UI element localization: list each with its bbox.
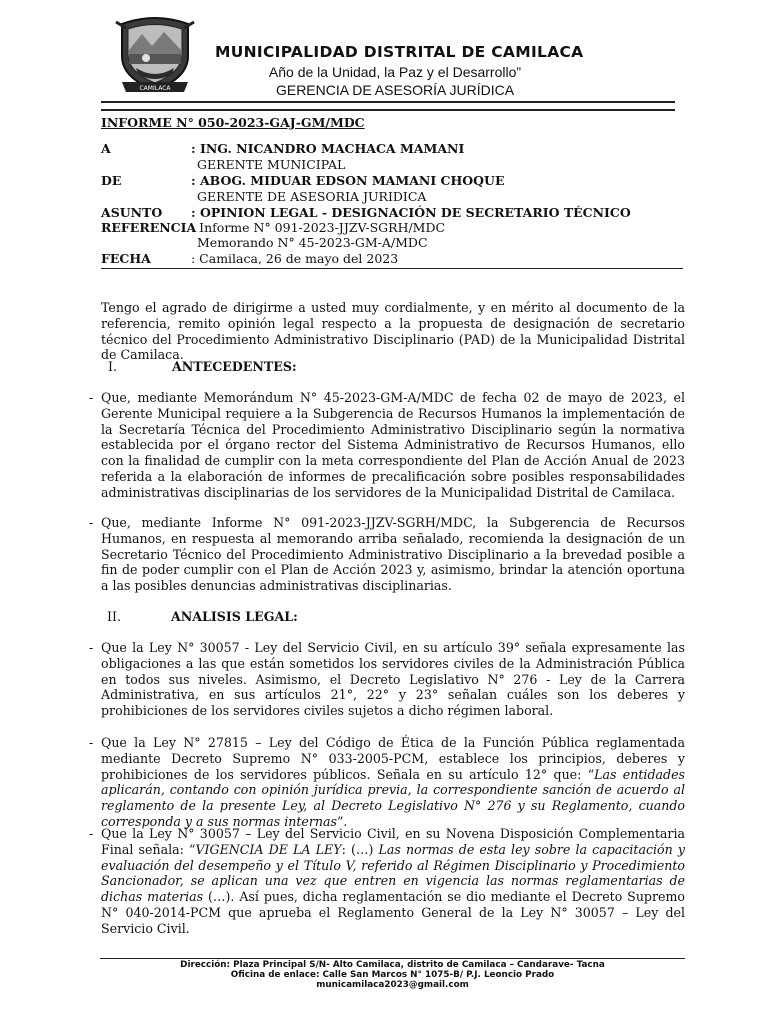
footer-divider [100,958,685,959]
bullet-dash: - [89,735,94,750]
footer-email[interactable]: municamilaca2023@gmail.com [316,980,469,990]
bullet-dash: - [89,390,94,405]
intro-paragraph: Tengo el agrado de dirigirme a usted muy cordialmente, y en mérito al documento de la referencia, remito opinión legal respecto a la propuesta de designación de secretario técnico del Procedimiento Administrativo Disciplinario (PAD) de la Municipalidad Distrital de Camilaca. [101,300,685,363]
meta-asunto-value: : OPINION LEGAL - DESIGNACIÓN DE SECRETARIO TÉCNICO [191,205,631,220]
header-divider [101,101,675,111]
organization-name: MUNICIPALIDAD DISTRITAL DE CAMILACA [215,43,584,61]
meta-ref-sub: Memorando N° 45-2023-GM-A/MDC [197,235,428,250]
meta-ref-value: : Informe N° 091-2023-JJZV-SGRH/MDC [191,220,446,235]
section-1-number: I. [108,359,117,374]
meta-fecha-label: FECHA [101,251,151,266]
meta-de-sub: GERENTE DE ASESORIA JURIDICA [197,189,427,204]
bullet-dash: - [89,826,94,841]
quote-ninth-provision: Las normas de esta ley sobre la capacitación y evaluación del desempeño y el Título V, referido al Régimen Disciplinario y Procedimiento Sancionador, se aplican una vez que entren en vigencia las normas reglamentarias de dichas materias [101,841,685,905]
meta-divider [101,268,683,269]
year-motto: Año de la Unidad, la Paz y el Desarrollo” [268,64,522,80]
meta-fecha-value: : Camilaca, 26 de mayo del 2023 [191,251,399,266]
meta-a-label: A [101,141,111,156]
logo-ribbon-text: CAMILACA [139,85,171,92]
meta-de-value: : ABOG. MIDUAR EDSON MAMANI CHOQUE [191,173,505,188]
meta-ref-label: REFERENCIA [101,220,197,235]
document-number: INFORME N° 050-2023-GAJ-GM/MDC [101,115,365,130]
quote-article-12: Las entidades aplicarán, contando con opinión jurídica previa, la correspondiente sanción de acuerdo al reglamento de la presente Ley, al Decreto Legislativo N° 276 y su Reglamento, cuando corresponda y a sus normas internas [101,766,685,829]
analisis-3: Que la Ley N° 30057 – Ley del Servicio Civil, en su Novena Disposición Complementaria Final señala: “VIGENCIA DE LA LEY: (…) Las normas de esta ley sobre la capacitación y evaluación del desempeño y el Título V, referido al Régimen Disciplinario y Procedimiento Sancionador, se aplican una vez que entren en vigencia las normas reglamentarias de dichas materias (…). Así pues, dicha reglamentación se dio mediante el Decreto Supremo N° 040-2014-PCM que aprueba el Reglamento General de la Ley N° 30057 – Ley del Servicio Civil. [101,826,685,936]
meta-asunto-label: ASUNTO [101,205,163,220]
meta-a-value: : ING. NICANDRO MACHACA MAMANI [191,141,465,156]
footer-office: Oficina de enlace: Calle San Marcos N° 1075-B/ P.J. Leoncio Prado [230,970,555,980]
antecedente-1: Que, mediante Memorándum N° 45-2023-GM-A/MDC de fecha 02 de mayo de 2023, el Gerente Municipal requiere a la Subgerencia de Recursos Humanos la implementación de la Secretaría Técnica del Procedimiento Administrativo Disciplinario según la normativa establecida por el órgano rector del Sistema Administrativo de Recursos Humanos, ello con la finalidad de cumplir con la meta correspondiente del Plan de Acción Anual de 2023 referida a la elaboración de informes de precalificación sobre posibles responsabilidades administrativas disciplinarias de los servidores de la Municipalidad Distrital de Camilaca. [101,390,685,500]
bullet-dash: - [89,515,94,530]
meta-a-sub: GERENTE MUNICIPAL [197,157,346,172]
analisis-1: Que la Ley N° 30057 - Ley del Servicio Civil, en su artículo 39° señala expresamente las obligaciones a las que están sometidos los servidores civiles de la Administración Pública en todos sus niveles. Asimismo, el Decreto Legislativo N° 276 - Ley de la Carrera Administrativa, en sus artículos 21°, 22° y 23° señalan cuáles son los deberes y prohibiciones de los servidores civiles sujetos a dicho régimen laboral. [101,640,685,719]
antecedente-2: Que, mediante Informe N° 091-2023-JJZV-SGRH/MDC, la Subgerencia de Recursos Humanos, en respuesta al memorando arriba señalado, recomienda la designación de un Secretario Técnico del Procedimiento Administrativo Disciplinario a la brevedad posible a fin de poder cumplir con el Plan de Acción 2023 y, asimismo, brindar la atención oportuna a las posibles denuncias administrativas disciplinarias. [101,515,685,594]
office-name: GERENCIA DE ASESORÍA JURÍDICA [275,82,515,98]
footer-address: Dirección: Plaza Principal S/N- Alto Camilaca, distrito de Camilaca – Candarave- Tacna [180,960,605,970]
bullet-dash: - [89,640,94,655]
meta-de-label: DE [101,173,122,188]
section-2-number: II. [107,609,121,624]
analisis-2: Que la Ley N° 27815 – Ley del Código de Ética de la Función Pública reglamentada mediante Decreto Supremo N° 033-2005-PCM, establece los principios, deberes y prohibiciones de los servidores públicos. Señala en su artículo 12° que: “Las entidades aplicarán, contando con opinión jurídica previa, la correspondiente sanción de acuerdo al reglamento de la presente Ley, al Decreto Legislativo N° 276 y su Reglamento, cuando corresponda y a sus normas internas”. [101,735,685,829]
section-2-title: ANALISIS LEGAL: [171,609,298,624]
section-1-title: ANTECEDENTES: [172,359,297,374]
quote-title: VIGENCIA DE LA LEY [195,841,342,857]
